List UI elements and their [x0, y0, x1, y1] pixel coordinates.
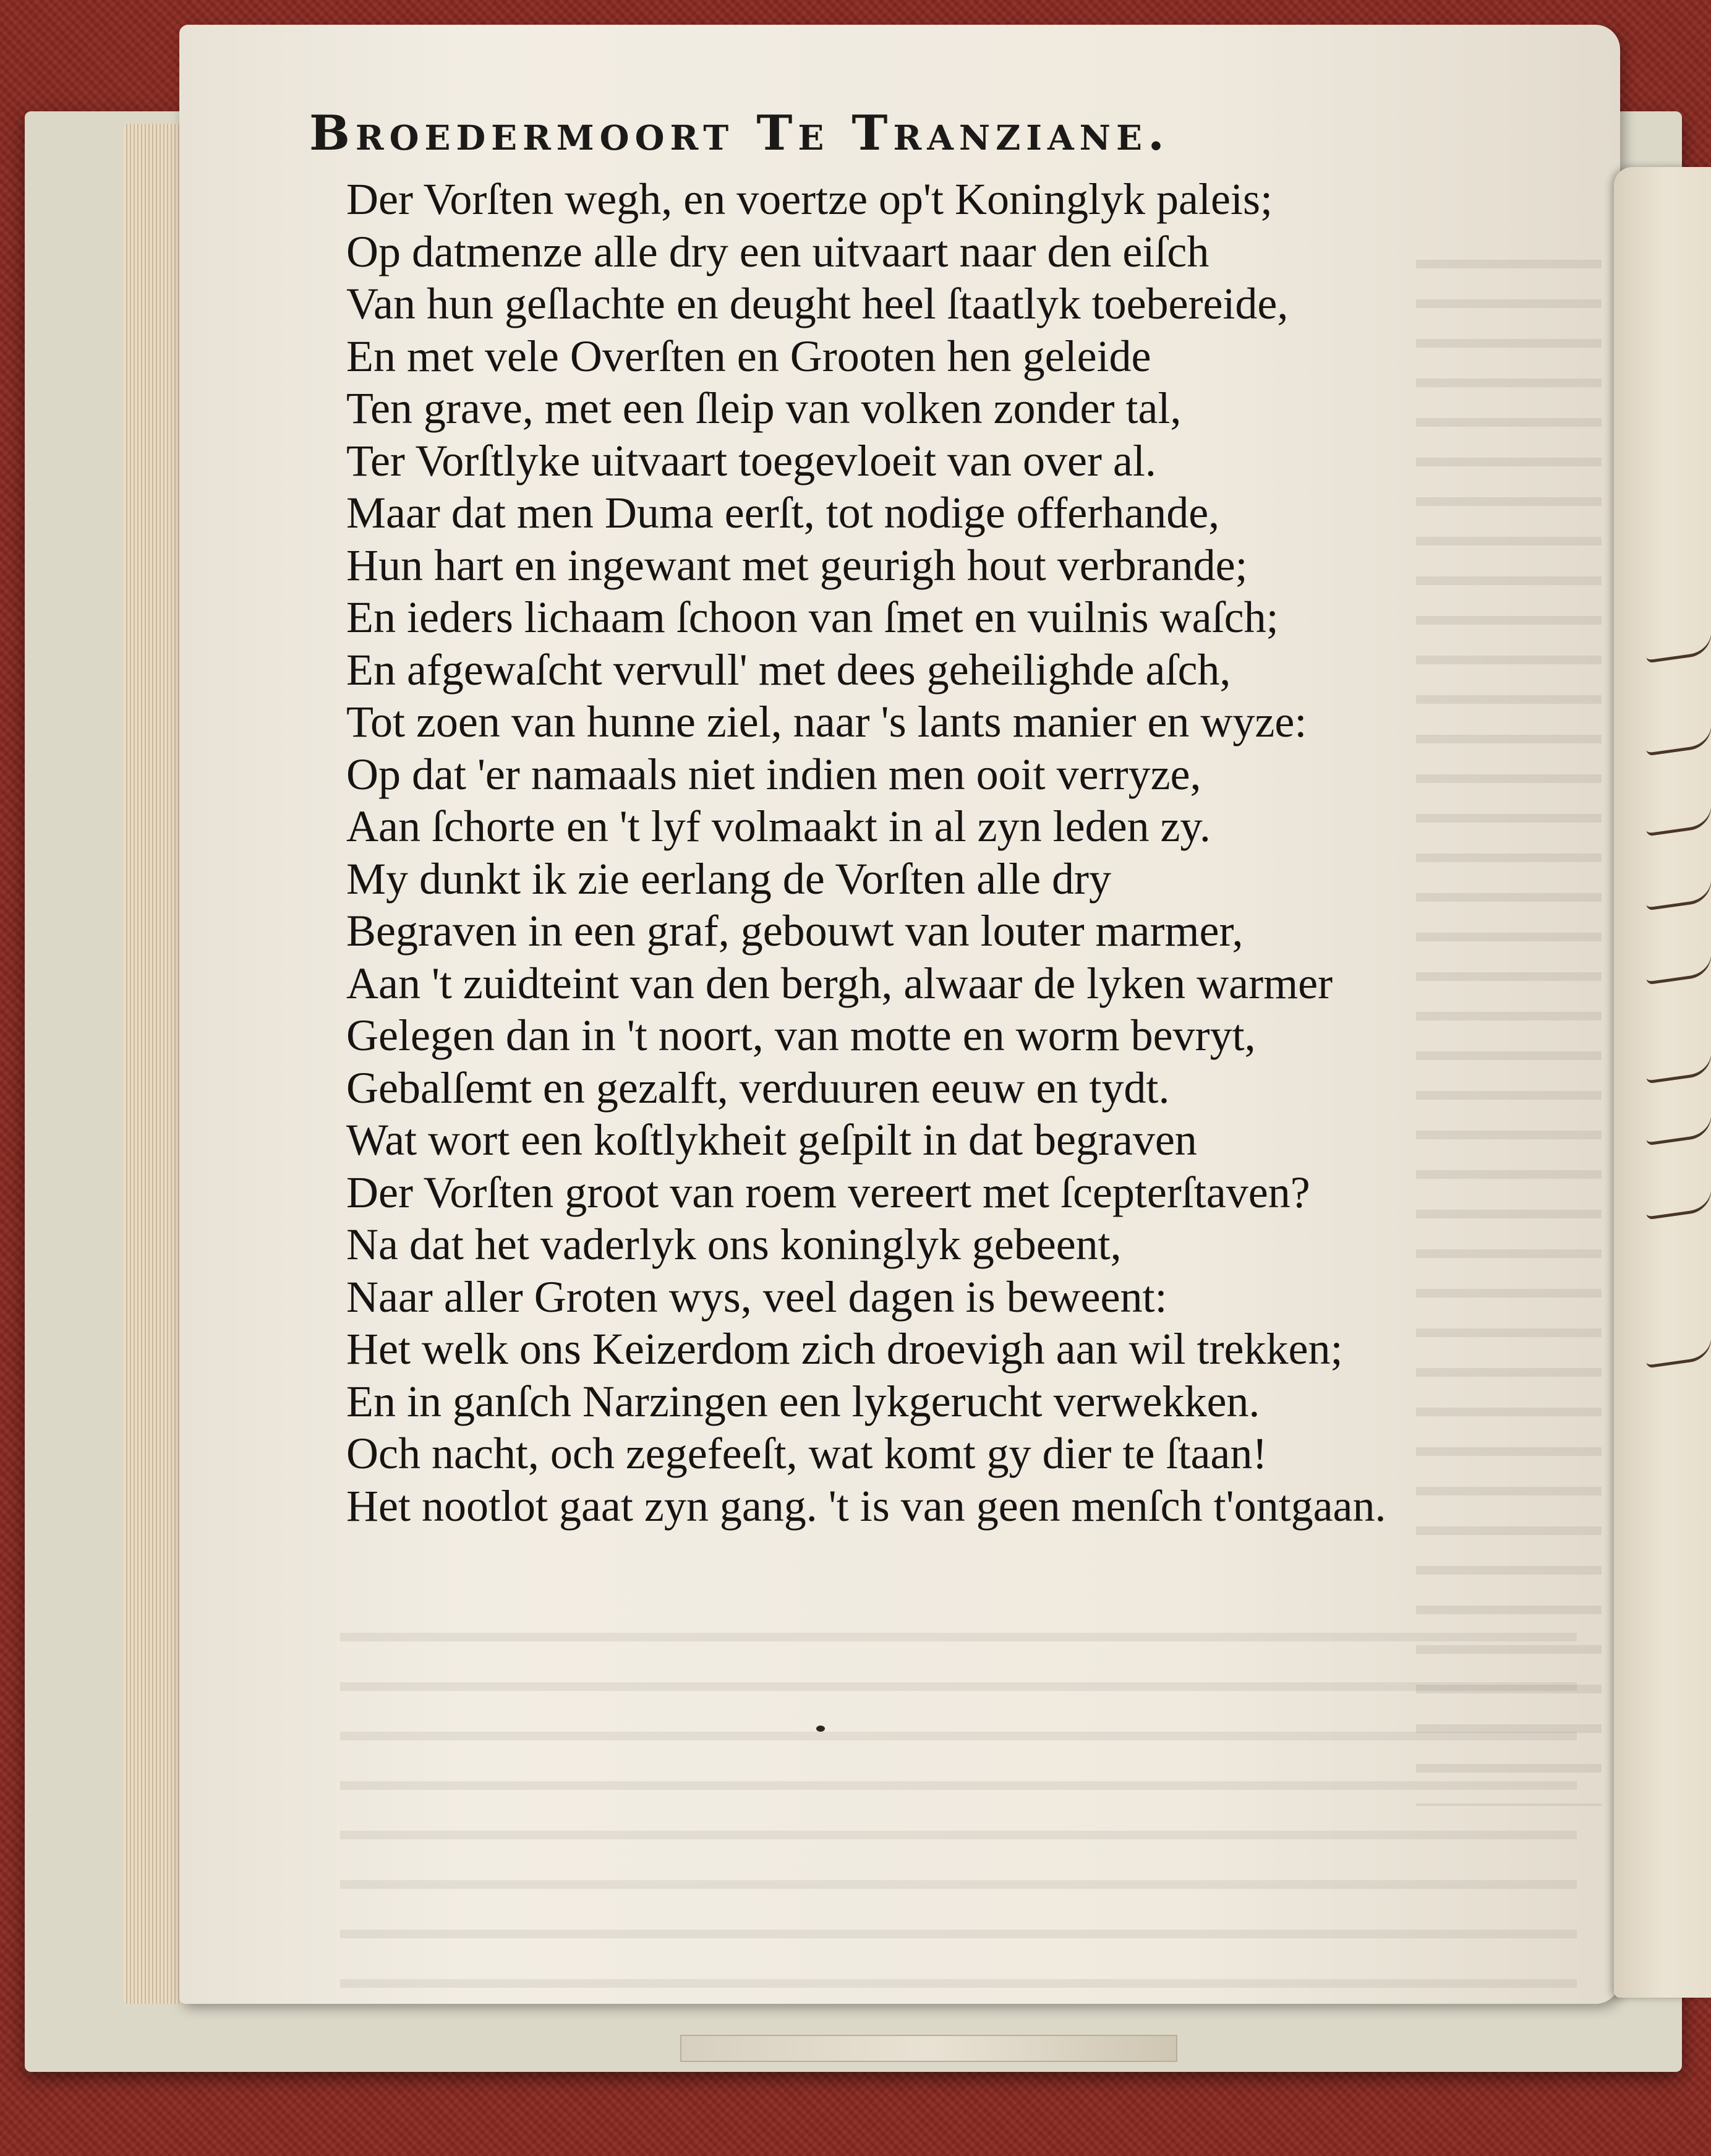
text-line: Der Vorſten groot van roem vereert met ſcepterſtaven? [346, 1167, 1310, 1217]
text-line: Op dat 'er namaals niet indien men ooit verryze, [346, 749, 1201, 799]
text-line: En afgewaſcht vervull' met dees geheilighde aſch, [346, 644, 1231, 695]
text-line: Gelegen dan in 't noort, van motte en worm bevryt, [346, 1011, 1256, 1060]
text-line: Na dat het vaderlyk ons koninglyk gebeent, [346, 1220, 1122, 1269]
text-line: En met vele Overſten en Grooten hen geleide [346, 331, 1151, 381]
text-line: Aan 't zuidteint van den bergh, alwaar de lyken warmer [346, 958, 1333, 1008]
text-line: Ten grave, met een ſleip van volken zonder tal, [346, 383, 1182, 433]
text-line: Maar dat men Duma eerſt, tot nodige offerhande, [346, 488, 1220, 537]
text-line: Ter Vorſtlyke uitvaart toegevloeit van over al. [346, 435, 1156, 486]
ink-speck [816, 1726, 825, 1732]
text-line: Begraven in een graf, gebouwt van louter marmer, [346, 906, 1244, 956]
show-through-text-bottom [340, 1633, 1577, 2004]
text-line: Wat wort een koſtlykheit geſpilt in dat begraven [346, 1115, 1197, 1165]
text-line: Het welk ons Keizerdom zich droevigh aan wil trekken; [346, 1324, 1343, 1374]
binding-strip [680, 2035, 1177, 2062]
text-line: Naar aller Groten wys, veel dagen is beweent: [346, 1272, 1167, 1322]
text-line: Hun hart en ingewant met geurigh hout verbrande; [346, 540, 1248, 590]
text-line: Aan ſchorte en 't lyf volmaakt in al zyn leden zy. [346, 802, 1211, 851]
poem-text [346, 173, 1521, 1532]
running-header: Broedermoort Te Tranziane. [309, 105, 1171, 161]
text-line: Gebalſemt en gezalft, verduuren eeuw en tydt. [346, 1063, 1170, 1113]
text-line: Der Vorſten wegh, en voertze op't Koninglyk paleis; [346, 174, 1273, 224]
text-line: Op datmenze alle dry een uitvaart naar den eiſch [346, 226, 1210, 276]
text-line: My dunkt ik zie eerlang de Vorſten alle dry [346, 853, 1112, 904]
text-line: Och nacht, och zegefeeſt, wat komt gy dier te ſtaan! [346, 1429, 1268, 1478]
text-line: Het nootlot gaat zyn gang. 't is van geen menſch t'ontgaan. [346, 1481, 1386, 1531]
text-line: En ieders lichaam ſchoon van ſmet en vuilnis waſch; [346, 592, 1279, 642]
text-line: Van hun geſlachte en deught heel ſtaatlyk toebereide, [346, 279, 1289, 328]
text-line: Tot zoen van hunne ziel, naar 's lants manier en wyze: [346, 697, 1307, 746]
text-line: En in ganſch Narzingen een lykgerucht verwekken. [346, 1376, 1260, 1426]
facing-page [1614, 167, 1711, 1998]
